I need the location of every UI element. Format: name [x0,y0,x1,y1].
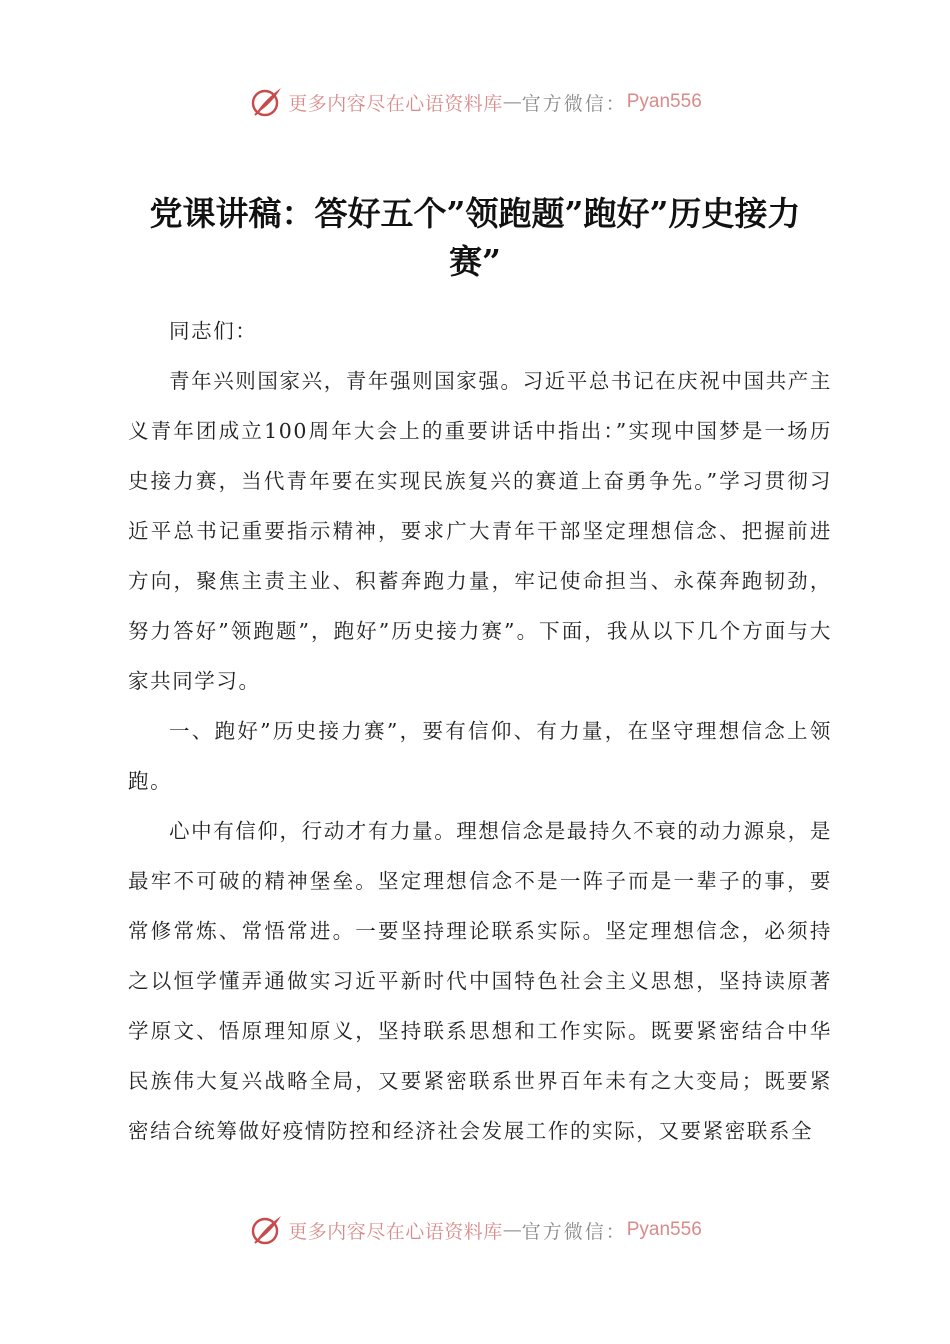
paragraph-section-1: 心中有信仰，行动才有力量。理想信念是最持久不衰的动力源泉，是最牢不可破的精神堡垒。坚定理想信念不是一阵子而是一辈子的事，要常修常炼、常悟常进。一要坚持理论联系实际。坚定理想信念，必须持之以恒学懂弄通做实习近平新时代中国特色社会主义思想，坚持读原著学原文、悟原理知原义，坚持联系思想和工作实际。既要紧密结合中华民族伟大复兴战略全局，又要紧密联系世界百年未有之大变局；既要紧密结合统筹做好疫情防控和经济社会发展工作的实际，又要紧密联系全 [128,819,832,1143]
watermark-wechat-id: Pyan556 [626,91,702,112]
document-title: 党课讲稿：答好五个”领跑题”跑好”历史接力赛” [149,194,801,281]
section-heading-1: 一、跑好”历史接力赛”，要有信仰、有力量，在坚守理想信念上领跑。 [128,719,832,793]
paragraph-intro: 青年兴则国家兴，青年强则国家强。习近平总书记在庆祝中国共产主义青年团成立100周年大会上的重要讲话中指出：”实现中国梦是一场历史接力赛，当代青年要在实现民族复兴的赛道上奋勇争先。”学习贯彻习近平总书记重要指示精神，要求广大青年干部坚定理想信念、把握前进方向，聚焦主责主业、积蓄奔跑力量，牢记使命担当、永葆奔跑韧劲，努力答好”领跑题”，跑好”历史接力赛”。下面，我从以下几个方面与大家共同学习。 [128,369,832,693]
watermark-separator: — [502,1219,522,1241]
salutation: 同志们： [169,319,258,343]
quill-logo-icon [248,84,284,120]
quill-logo-icon [248,1212,284,1248]
watermark-wechat-label: 官方微信： [521,1220,627,1243]
watermark-wechat-id: Pyan556 [626,1219,702,1240]
watermark-separator: — [502,91,522,113]
watermark-wechat-label: 官方微信： [521,92,627,115]
header-watermark [0,82,950,122]
watermark-brand: 更多内容尽在心语资料库 [288,92,503,115]
document-body [128,306,832,1156]
footer-watermark [0,1210,950,1250]
watermark-brand: 更多内容尽在心语资料库 [288,1220,503,1243]
